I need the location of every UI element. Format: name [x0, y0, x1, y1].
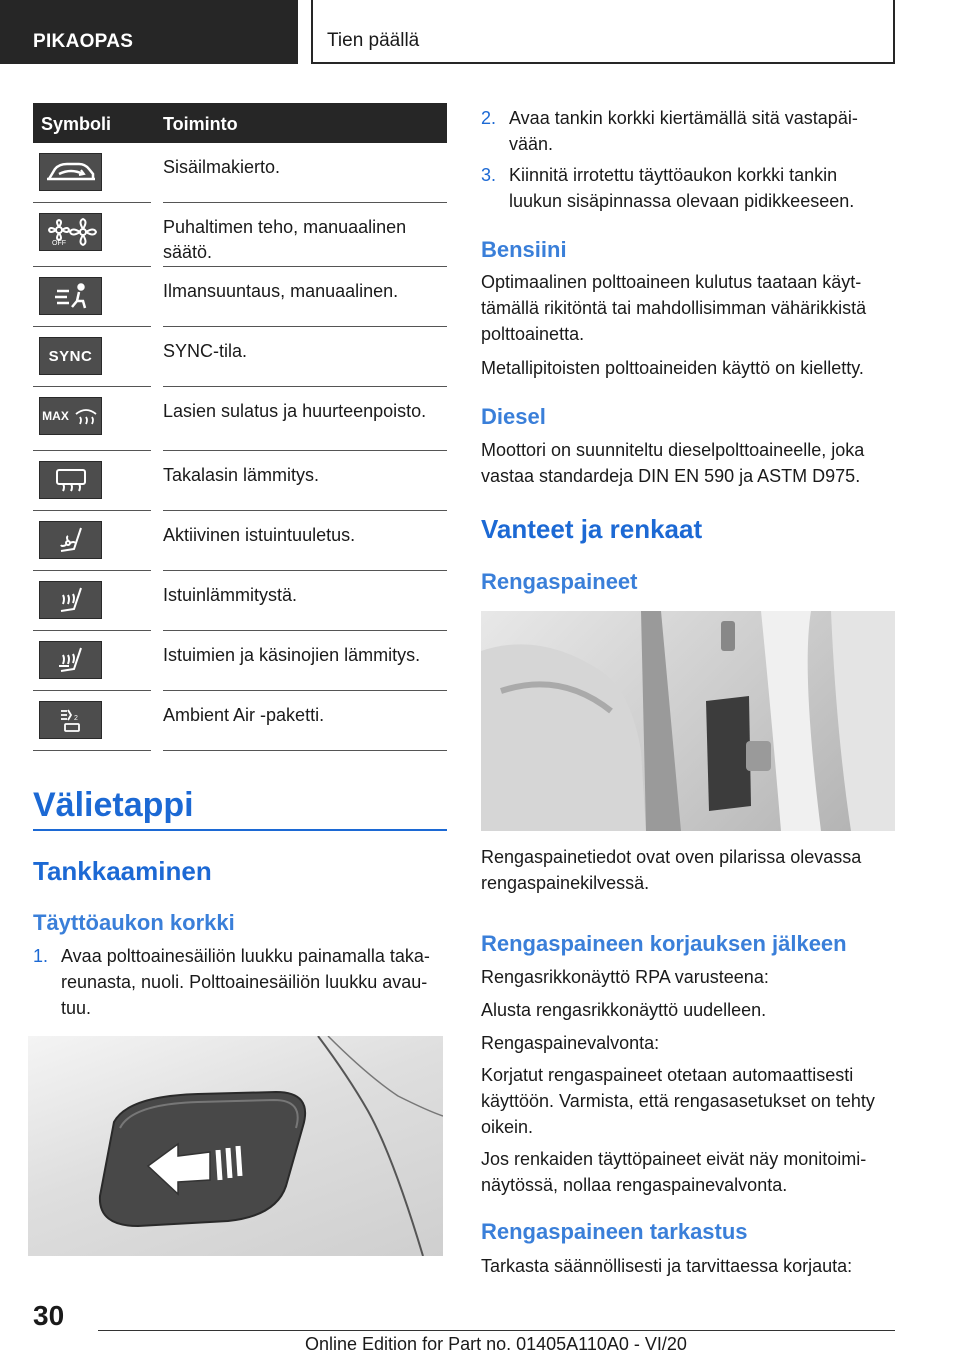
row-text: Ilmansuuntaus, manuaalinen.: [163, 281, 399, 301]
list-item: [33, 943, 447, 1021]
table-row: [33, 691, 447, 751]
paragraph: Rengasrikkonäyttö RPA varusteena:: [481, 967, 769, 987]
heading-after-repair: Rengaspaineen korjauksen jälkeen: [481, 931, 847, 956]
table-row: [33, 267, 447, 327]
row-text: SYNC-tila.: [163, 341, 248, 361]
door-pillar-image: [481, 611, 895, 831]
table-header: [33, 103, 447, 143]
step-text: Kiinnitä irrotettu täyttöaukon korkki tankin luukun sisäpinnassa olevaan pidikkeeseen.: [509, 165, 855, 211]
image-caption: Rengaspainetiedot ovat oven pilarissa olevassa rengaspainekilvessä.: [481, 847, 862, 893]
fan-speed-icon: [39, 213, 102, 251]
air-distribution-icon: [39, 277, 102, 315]
step-number: 3.: [481, 165, 497, 185]
heading-stopover: Välietappi: [33, 786, 194, 824]
heading-petrol: Bensiini: [481, 237, 567, 262]
paragraph: Alusta rengasrikkonäyttö uudelleen.: [481, 1000, 767, 1020]
step-number: 1.: [33, 946, 49, 966]
row-text: Ambient Air -paketti.: [163, 705, 325, 725]
table-row: [33, 387, 447, 451]
table-row: [33, 511, 447, 571]
heading-filler-cap: Täyttöaukon korkki: [33, 910, 235, 935]
row-text: Lasien sulatus ja huurteenpoisto.: [163, 401, 427, 421]
list-item: [481, 105, 895, 157]
table-row: [33, 631, 447, 691]
paragraph: Metallipitoisten polttoaineiden käyttö on kielletty.: [481, 358, 864, 378]
col-symbol-header: Symboli: [41, 114, 112, 134]
heading-pressure-check: Rengaspaineen tarkastus: [481, 1219, 748, 1244]
seat-heating-icon: [39, 581, 102, 619]
header-chapter-label: Tien päällä: [327, 30, 420, 51]
heading-refuelling: Tankkaaminen: [33, 856, 212, 886]
fuel-flap-image: [28, 1036, 443, 1256]
symbol-table: [33, 103, 447, 751]
page-number: 30: [33, 1300, 65, 1331]
ambient-air-icon: [39, 701, 102, 739]
col-function-header: Toiminto: [163, 114, 238, 134]
paragraph: Tarkasta säännöllisesti ja tarvittaessa korjauta:: [481, 1256, 853, 1276]
row-text: Istuinlämmitystä.: [163, 585, 298, 605]
list-item: [481, 162, 895, 214]
seat-armrest-heating-icon: [39, 641, 102, 679]
heading-diesel: Diesel: [481, 404, 546, 429]
svg-text:OFF: OFF: [51, 240, 66, 247]
row-text: Istuimien ja käsinojien lämmitys.: [163, 645, 421, 665]
table-row: [33, 571, 447, 631]
heading-wheels-tyres: Vanteet ja renkaat: [481, 514, 703, 544]
step-number: 2.: [481, 108, 497, 128]
paragraph: Moottori on suunniteltu dieselpolttoaineelle, joka vastaa standardeja DIN EN 590 ja ASTM D975.: [481, 440, 865, 486]
row-text: Sisäilmakierto.: [163, 157, 281, 177]
step-text: Avaa tankin korkki kiertämällä sitä vastapäivään.: [509, 108, 858, 154]
header-section-tab: [0, 0, 298, 64]
paragraph: Rengaspainevalvonta:: [481, 1033, 660, 1053]
row-text: Puhaltimen teho, manuaalinen säätö.: [163, 217, 407, 262]
seat-ventilation-icon: [39, 521, 102, 559]
rear-window-heating-icon: [39, 461, 102, 499]
footer-rule: [98, 1330, 895, 1331]
row-text: Takalasin lämmitys.: [163, 465, 320, 485]
heading-tyre-pressures: Rengaspaineet: [481, 569, 638, 594]
header-chapter-box: [311, 0, 895, 64]
paragraph: Korjatut rengaspaineet otetaan automaattisesti käyttöön. Varmista, että rengasasetukset on tehty oikein.: [481, 1065, 875, 1137]
sync-icon-label: SYNC: [48, 347, 93, 365]
max-defrost-icon: [39, 397, 102, 435]
step-text: Avaa polttoainesäiliön luukku painamalla takareunasta, nuoli. Polttoainesäiliön luukku avautuu.: [61, 946, 430, 1018]
table-row: [33, 451, 447, 511]
paragraph: Optimaalinen polttoaineen kulutus taataan käyttämällä rikitöntä tai mahdollisimman vähärikkistä polttoainetta.: [481, 272, 867, 344]
row-text: Aktiivinen istuintuuletus.: [163, 525, 356, 545]
heading-rule: [33, 829, 447, 831]
sync-icon: [39, 337, 102, 375]
header-section-label: PIKAOPAS: [33, 31, 134, 52]
table-row: [33, 327, 447, 387]
recirculation-icon: [39, 153, 102, 191]
paragraph: Jos renkaiden täyttöpaineet eivät näy monitoiminäytössä, nollaa rengaspainevalvonta.: [481, 1149, 867, 1195]
table-row: [33, 203, 447, 267]
max-defrost-label: MAX: [42, 409, 69, 423]
svg-text:2: 2: [73, 715, 78, 722]
table-row: [33, 143, 447, 203]
footer-edition: Online Edition for Part no. 01405A110A0 - VI/20: [305, 1334, 687, 1354]
